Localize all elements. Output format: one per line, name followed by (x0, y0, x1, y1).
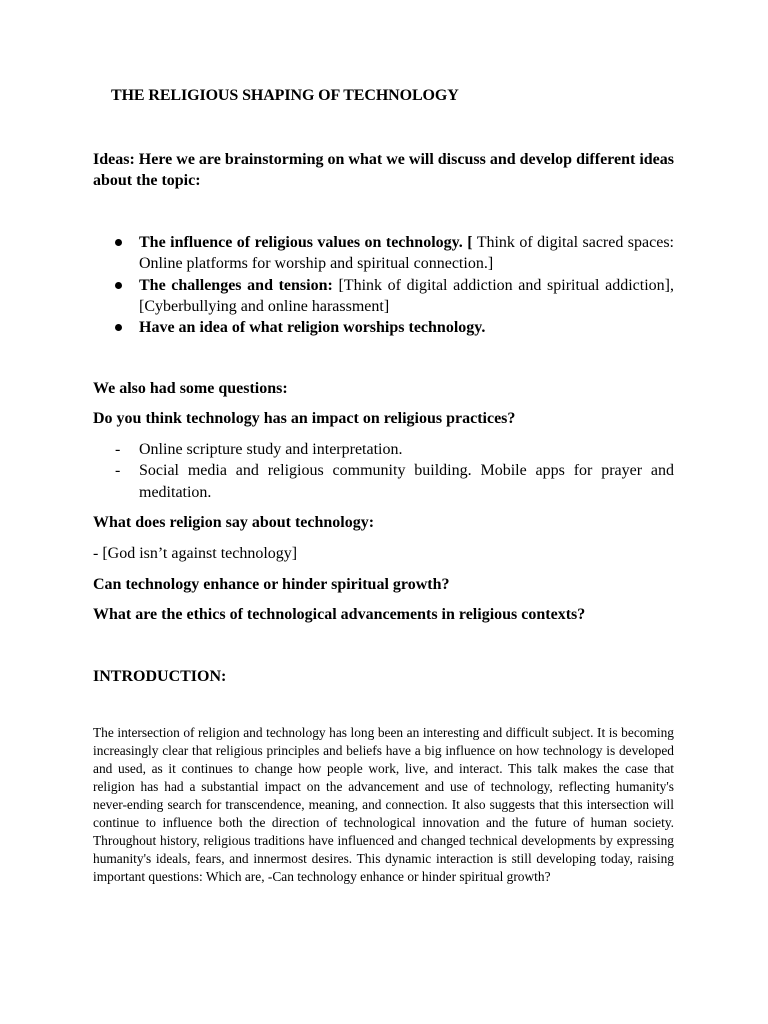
introduction-body: The intersection of religion and technology has long been an interesting and difficult subject. It is becoming increasingly clear that religious principles and beliefs have a big influence on how technology is developed and used, as it continues to change how people work, live, and interact. This talk makes the case that religion has had a substantial impact on the advancement and use of technology, reflecting humanity's never-ending search for transcendence, meaning, and connection. It also suggests that this intersection will continue to influence both the direction of technological innovation and the future of human society. Throughout history, religious traditions have influenced and changed technical developments by expressing humanity's ideals, fears, and innermost desires. This dynamic interaction is still developing today, raising important questions: Which are, -Can technology enhance or hinder spiritual growth? (93, 725, 674, 884)
ideas-bullet-list (93, 232, 674, 338)
bullet-icon (115, 282, 122, 289)
question-2: What does religion say about technology: (93, 514, 375, 531)
bullet-bold-text: The influence of religious values on technology. [ (139, 234, 473, 251)
question-1: Do you think technology has an impact on religious practices? (93, 410, 516, 427)
dash-item-text: Social media and religious community building. Mobile apps for prayer and meditation. (139, 462, 674, 501)
bullet-text: Think of digital sacred spaces: Online platforms for worship and spiritual connection.] (139, 234, 675, 273)
introduction-heading: INTRODUCTION: (93, 668, 227, 685)
ideas-intro: Ideas: Here we are brainstorming on what we will discuss and develop different ideas about the topic: (93, 151, 674, 189)
dash-item-text: Online scripture study and interpretation. (139, 441, 403, 458)
dash-item (93, 460, 674, 503)
dash-marker: - (115, 441, 121, 458)
question-4: What are the ethics of technological advancements in religious contexts? (93, 606, 586, 623)
dash-marker: - (115, 462, 121, 480)
bullet-text: [Think of digital addiction and spiritual addiction], [Cyberbullying and online harassment] (139, 276, 674, 315)
bullet-item (93, 275, 674, 318)
bullet-bold-text: Have an idea of what religion worships technology. (139, 319, 486, 337)
bullet-icon (115, 239, 122, 246)
question-1-list (93, 439, 674, 503)
question-3: Can technology enhance or hinder spiritual growth? (93, 576, 450, 593)
dash-item (93, 439, 674, 460)
questions-heading: We also had some questions: (93, 380, 288, 397)
bullet-item (93, 232, 674, 275)
bullet-item (93, 317, 674, 338)
bullet-bold-text: The challenges and tension: (139, 276, 333, 294)
bullet-icon (115, 324, 122, 331)
document-title: THE RELIGIOUS SHAPING OF TECHNOLOGY (111, 87, 459, 104)
question-2-answer: - [God isn’t against technology] (93, 545, 298, 562)
